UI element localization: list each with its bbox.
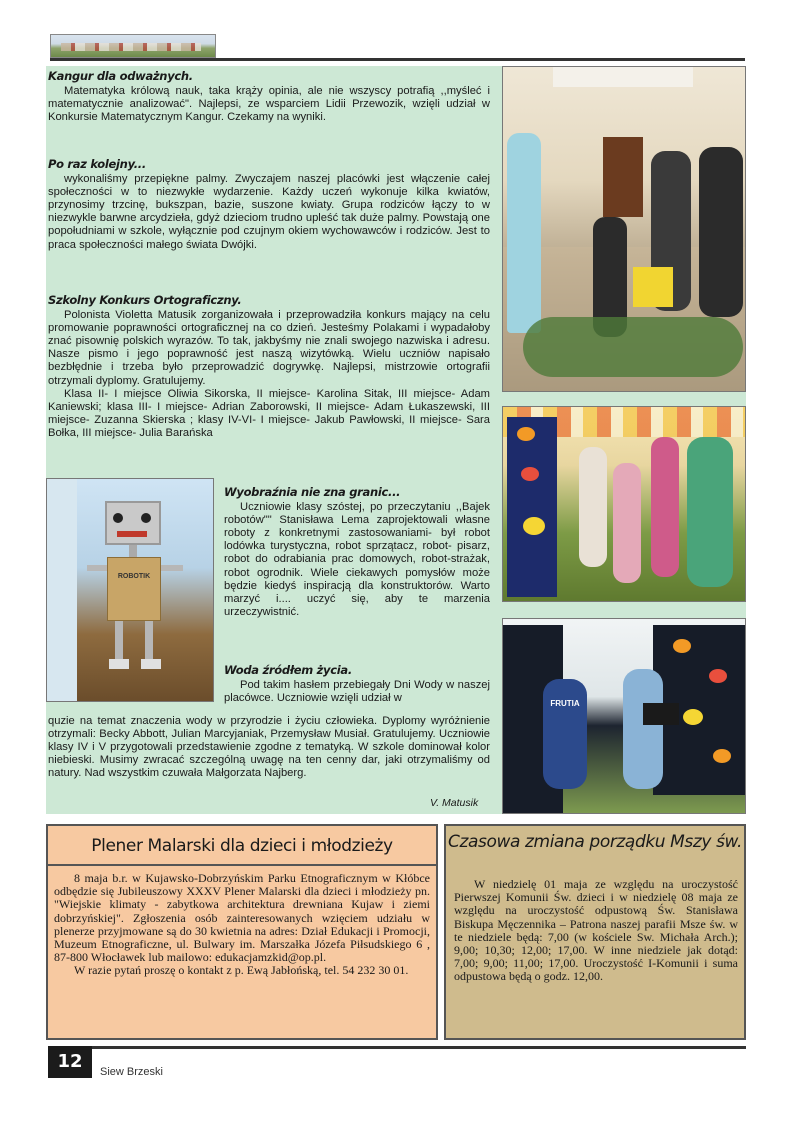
announcement-text: 8 maja b.r. w Kujawsko-Dobrzyńskim Parku Etnograficznym w Kłóbce odbędzie się Jubileuszowy XXXV Plener Malarski dla dzieci i młodzieży pn. "Wiejskie klimaty - zabytkowa architektura drewniana Kujaw i ziemi dobrzyńskiej". Zgłoszenia osób zainteresowanych wzięciem udziału w plenerze przyjmowane są do 30 kwietnia na adres: Dział Edukacji i Promocji, Muzeum Etnograficzne, ul. Bulwary im. Marszałka Józefa Piłsudskiego 6 , 87-800 Włocławek lub mailowo: edukacjamzkid@op.pl. — [54, 871, 430, 965]
announcement-body — [454, 878, 738, 984]
header-landscape-image — [50, 34, 216, 58]
article-title: Woda źródłem życia. — [224, 663, 352, 677]
article-roboty — [224, 486, 490, 619]
article-woda-continued: quzie na temat znaczenia wody w przyrodzie i życiu człowieka. Dyplomy wyróżnienie otrzymali: Becky Abbott, Julian Marcyjaniak, Przemysław Musiał. Gratulujemy. Uczniowie klasy IV i V przygotowali przedstawienie zgodne z tematyką. W szkole dominował kolor niebieski. Musimy zwracać szczególną uwagę na ten cenny dar, jaki otrzymaliśmy od natury. Nad wszystkim czuwała Małgorzata Najberg. — [48, 715, 490, 780]
article-body: wykonaliśmy przepiękne palmy. Zwyczajem naszej placówki jest włączenie całej społeczności w to niezwykłe wydarzenie. Każdy uczeń wykonuje kilka kwiatów, przynosimy trzcinę, bukszpan, bazie, suszone kwiaty. Grupa rodziców łączy to w niezwykle barwne arcydzieła, gdyż dzieciom trudno upleść tak duże palmy. Powstają one popołudniami w szkole, wyłącznie pod czujnym okiem wychowawców i rodziców. Jest to praca społeczności małego świata Dwójki. — [48, 173, 490, 251]
top-rule — [50, 58, 745, 61]
article-woda — [224, 664, 490, 705]
announcement-text: W niedzielę 01 maja ze względu na uroczystość Pierwszej Komunii Św. dzieci i w niedzielę 08 maja ze względu na uroczystość odpustową Św. Stanisława Biskupa Męczennika – Patrona naszej parafii Msze św. w te niedziele będą: 7,00 (w kościele Sw. Michała Arch.); 9,00; 10,30; 12,00; 17,00. W inne niedziele jak dotąd: 7,00; 9,00; 11,00; 17,00. Uroczystość I-Komunii i suma odpustowa będą o godz. 12,00. — [454, 877, 738, 984]
footer-rule — [92, 1046, 746, 1049]
article-title: Kangur dla odważnych. — [48, 69, 193, 83]
article-body: Matematyka królową nauk, taka krąży opinia, ale nie wszyscy potrafią ,,myśleć i matematycznie analizować". Najlepsi, ze wsparciem Lidii Przewozik, wzięli udział w Konkursie Matematycznym Kangur. Czekamy na wyniki. — [48, 85, 490, 124]
publication-name: Siew Brzeski — [100, 1066, 163, 1078]
article-title: Po raz kolejny... — [48, 157, 146, 171]
contest-results: Klasa II- I miejsce Oliwia Sikorska, II miejsce- Karolina Sitak, III miejsce- Adam Kaniewski; klasa III- I miejsce- Adrian Zaborowski, II miejsce- Adam Łukaszewski, III miejsce- Zuzanna Skierska ; klasy IV-VI- I miejsce- Jakub Pawłowski, II miejsce- Sara Bołka, III miejsce- Julia Barańska — [48, 387, 490, 439]
robot-photo — [46, 478, 214, 702]
announcement-body — [54, 872, 430, 978]
article-title: Szkolny Konkurs Ortograficzny. — [48, 293, 242, 307]
article-body: Polonista Violetta Matusik zorganizowała i przeprowadziła konkurs mający na celu promowanie poprawności ortograficznej na co dzień. Jesteśmy Polakami i wypadałoby znać pisownię polskich wyrazów. To tak, jakbyśmy nie znali swojego nazwiska i adresu. Nasze pismo i jego poprawność jest naszą wizytówką. Wielu uczniów napisało bezbłędnie i trzeba było przeprowadzić dogrywkę. Najlepsi, mistrzowie ortografii otrzymali dyplomy. Gratulujemy. — [48, 309, 490, 387]
announcement-title: Plener Malarski dla dzieci i młodzieży — [48, 826, 436, 866]
students-butterflies-photo — [502, 406, 746, 602]
article-body: Uczniowie klasy szóstej, po przeczytaniu ,,Bajek robotów"" Stanisława Lema zaprojektowali własne roboty z konkretnymi zastosowaniami- był robot lodówka turystyczna, robot sprzątacz, robot- pisarz, robot do odrabiania prac domowych, robot-strażak, robot ogrodnik. Wiele ciekawych pomysłów może będzie kiedyś inspiracją dla konstruktorów. Warto marzyć i.... uczyć się, aby te marzenia urzeczywistnić. — [224, 501, 490, 618]
article-palmy — [48, 158, 490, 252]
plener-announcement — [46, 824, 438, 1040]
shirt-print: FRUTIA — [550, 699, 580, 708]
robot-label: ROBOTIK — [117, 573, 151, 580]
mass-schedule-announcement — [444, 824, 746, 1040]
announcement-contact: W razie pytań proszę o kontakt z p. Ewą Jabłońską, tel. 54 232 30 01. — [74, 963, 409, 978]
student-performance-photo — [502, 618, 746, 814]
page-number: 12 — [48, 1046, 92, 1078]
palm-making-photo — [502, 66, 746, 392]
article-ortografia — [48, 294, 490, 440]
article-title: Wyobraźnia nie zna granic... — [224, 485, 401, 499]
announcement-title: Czasowa zmiana porządku Mszy św. — [448, 832, 742, 852]
article-kangur — [48, 70, 490, 124]
article-body-start: Pod takim hasłem przebiegały Dni Wody w naszej placówce. Uczniowie wzięli udział w — [224, 679, 490, 705]
author-signature: V. Matusik — [430, 797, 479, 809]
